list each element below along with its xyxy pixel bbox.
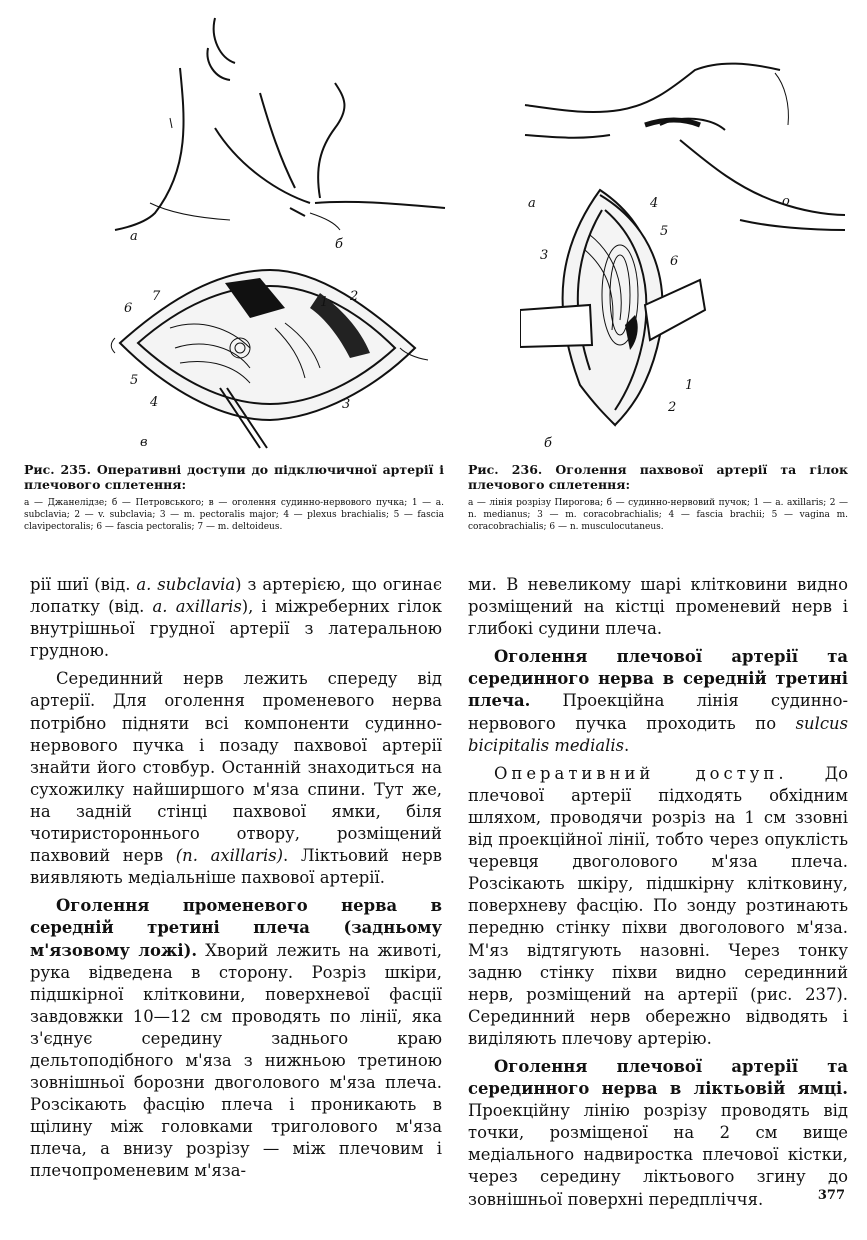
fig236-label-6: 6 <box>670 254 679 269</box>
left-p2-text-a: Серединний нерв лежить спереду від артерії. Для оголення променевого нерва потрібно підняти всі компоненти судинно-нервового пучка і позаду пахвової артерії знайти його стовбур. Останній знаходиться на сухожилку найширшого м'яза спини. Тут же, на задній стінці пахвової ямки, біля чотиристороннього отвору, розміщений пахвовий нерв <box>30 669 442 866</box>
fig236-label-1: 1 <box>685 378 694 393</box>
left-p1-term-subclavia: a. subclavia <box>136 575 236 594</box>
fig236-label-mark: о <box>782 194 790 209</box>
figure-235-legend: а — Джанелідзе; б — Петровського; в — оголення судинно-нервового пучка; 1 — a. subclavia; 2 — v. subclavia; 3 — m. pectoralis major; 4 — plexus brachialis; 5 — fascia clavipectoralis; 6 — fascia pectoralis; 7 — m. deltoideus. <box>24 498 444 532</box>
left-p1-text-a: рії шиї (від. <box>30 575 137 594</box>
right-paragraph-3 <box>468 763 848 1050</box>
fig236-label-5: 5 <box>660 224 669 239</box>
left-p3-heading: Оголення променевого нерва в середній третині плеча (задньому м'язовому ложі). <box>30 896 442 960</box>
figure-235-title: Рис. 235. Оперативні доступи до підключичної артерії і плечового сплетення: <box>24 462 444 492</box>
page-number: 377 <box>817 1188 845 1203</box>
shoulder-illustration <box>525 64 845 230</box>
figure-236 <box>520 55 850 455</box>
right-p2-heading: Оголення плечової артерії та серединного нерва в середній третині плеча. <box>468 647 848 711</box>
fig235-label-6: 6 <box>124 301 133 316</box>
fig236-label-4: 4 <box>650 196 659 211</box>
right-paragraph-2 <box>468 646 848 756</box>
right-p3-text: До плечової артерії підходять обхідним шляхом, проводячи розріз на 1 см ззовні від проекційної лінії, тобто через опуклість черевця двоголового м'яза плеча. Розсікають шкіру, підшкірну клітковину, поверхневу фасцію. По зонду розтинають передню стінку піхви двоголового м'яза. М'яз відтягують назовні. Через тонку задню стінку піхви видно серединний нерв, розміщений на артерії (рис. 237). Серединний нерв обережно відводять і виділяють плечову артерію. <box>468 763 849 1048</box>
figure-236-legend: а — лінія розрізу Пирогова; б — судинно-нервовий пучок; 1 — a. axillaris; 2 — n. medianus; 3 — m. coracobrachialis; 4 — fascia brachii; 5 — vagina m. coracobrachialis; 6 — n. musculocutaneus. <box>468 498 848 532</box>
left-p1-text-b: ) з артерією, що огинає лопатку (від. <box>30 575 442 617</box>
fig236-label-3: 3 <box>540 248 549 263</box>
fig235-label-7: 7 <box>152 289 161 304</box>
figure-236-drawing <box>520 55 850 455</box>
left-paragraph-2 <box>30 668 442 889</box>
fig235-label-v: в <box>140 435 148 450</box>
left-p1-text-c: ), і міжреберних гілок внутрішньої грудної артерії з латеральною грудною. <box>30 597 442 661</box>
figure-235 <box>110 8 450 453</box>
axilla-field-illustration <box>520 190 705 425</box>
fig236-label-b: б <box>544 436 552 451</box>
right-p4-text: Проекційну лінію розрізу проводять від точки, розміщеної на 2 см вище медіального надвиростка плечової кістки, через середину ліктьового згину до зовнішньої поверхні передпліччя. <box>468 1101 848 1209</box>
fig235-label-b: б <box>335 237 343 252</box>
fig235-label-5: 5 <box>130 373 139 388</box>
right-text-column <box>468 574 848 1211</box>
figure-235-caption <box>24 462 444 533</box>
right-p4-heading: Оголення плечової артерії та серединного нерва в ліктьовій ямці. <box>468 1056 848 1099</box>
fig235-label-2: 2 <box>350 289 359 304</box>
right-p2-term-sulcus: sulcus bicipitalis medialis <box>468 713 848 755</box>
right-paragraph-1: ми. В невеликому шарі клітковини видно розміщений на кістці променевий нерв і глибокі судини плеча. <box>468 575 848 639</box>
fig236-label-2: 2 <box>668 400 677 415</box>
fig235-label-a: а <box>130 229 138 244</box>
fig235-label-1: 1 <box>320 295 329 310</box>
left-p1-term-axillaris: a. axillaris <box>152 597 242 617</box>
right-p3-spaced-heading: Оперативний доступ. <box>494 763 788 783</box>
left-p2-term-axillaris: (n. axillaris) <box>175 846 283 866</box>
left-text-column <box>30 574 442 1183</box>
right-paragraph-4 <box>468 1056 848 1211</box>
left-p3-text: Хворий лежить на животі, рука відведена в сторону. Розріз шкіри, підшкірної клітковини, поверхневої фасції завдовжки 10—12 см проводять по лінії, яка з'єднує середину заднього краю дельтоподібного м'яза з нижньою третиною зовнішньої борозни двоголового м'яза плеча. Розсікають фасцію плеча і проникають в щілину між головками триголового м'яза плеча, а внизу розрізу — між плечовим і плечопроменевим м'яза- <box>30 940 442 1181</box>
left-paragraph-1 <box>30 574 442 662</box>
left-p2-text-b: . Ліктьовий нерв виявляють медіальніше пахвової артерії. <box>30 846 442 888</box>
fig236-label-a: а <box>528 196 536 211</box>
fig235-label-4: 4 <box>150 395 159 410</box>
figure-235-drawing <box>110 8 450 453</box>
figure-236-title: Рис. 236. Оголення пахвової артерії та гілок плечового сплетення: <box>468 462 848 492</box>
figure-236-caption <box>468 462 848 533</box>
neck-illustration <box>115 18 445 230</box>
right-p2-text-a: Проекційна лінія судинно-нервового пучка проходить по <box>468 691 848 733</box>
right-p2-text-b: . <box>624 735 630 755</box>
left-paragraph-3 <box>30 895 442 1182</box>
fig235-label-3: 3 <box>342 397 351 412</box>
